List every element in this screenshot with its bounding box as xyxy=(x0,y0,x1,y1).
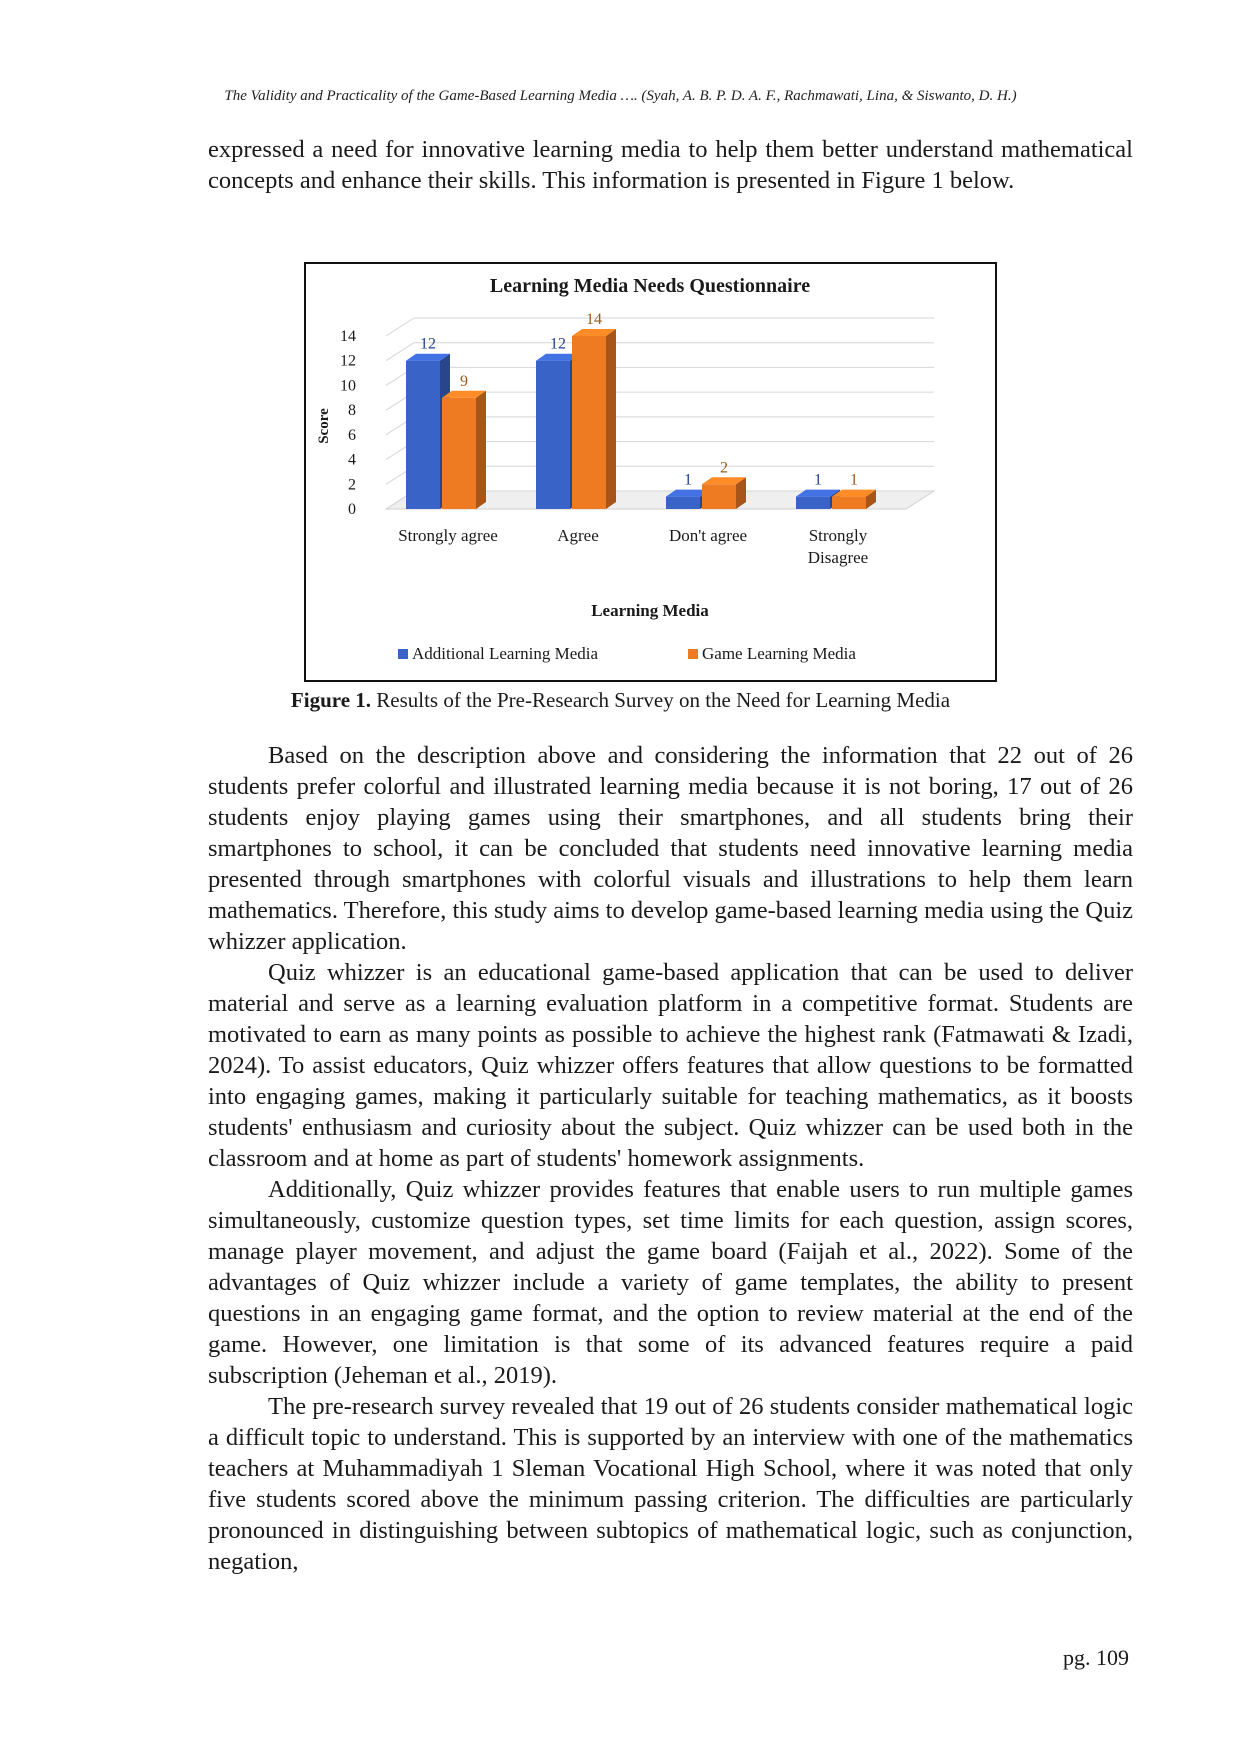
x-tick-label: Strongly agree xyxy=(398,526,498,545)
bar xyxy=(406,361,440,509)
data-label: 2 xyxy=(720,459,728,477)
y-tick-label: 8 xyxy=(348,402,356,420)
y-tick-label: 6 xyxy=(348,426,356,444)
x-tick-label: Agree xyxy=(557,526,599,545)
x-tick-label: Strongly xyxy=(808,526,868,545)
intro-section xyxy=(208,134,1133,196)
legend-label: Game Learning Media xyxy=(702,644,856,663)
figure-caption-text: Results of the Pre-Research Survey on the Need for Learning Media xyxy=(371,688,951,712)
y-tick-label: 0 xyxy=(348,501,356,518)
paragraph-3: Additionally, Quiz whizzer provides features that enable users to run multiple games simultaneously, customize question types, set time limits for each question, assign scores, manage player movement, and adjust the game board (Faijah et al., 2022). Some of the advantages of Quiz whizzer include a variety of game templates, the ability to present questions in an engaging game format, and the option to review material at the end of the game. However, one limitation is that some of its advanced features require a paid subscription (Jeheman et al., 2019). xyxy=(208,1176,1133,1389)
figure-caption-label: Figure 1. xyxy=(290,688,372,712)
bar xyxy=(572,336,606,509)
gridline-depth xyxy=(386,318,414,336)
paragraph-2: Quiz whizzer is an educational game-based application that can be used to deliver material and serve as a learning evaluation platform in a competitive format. Students are motivated to earn as many points as possible to achieve the highest rank (Fatmawati & Izadi, 2024). To assist educators, Quiz whizzer offers features that allow questions to be formatted into engaging games, making it particularly suitable for teaching mathematics, as it boosts students' enthusiasm and curiosity about the subject. Quiz whizzer can be used both in the classroom and at home as part of students' homework assignments. xyxy=(208,959,1133,1172)
figure-1-chart xyxy=(304,262,997,682)
bar-side xyxy=(476,391,486,509)
bar xyxy=(536,361,570,509)
y-tick-label: 12 xyxy=(340,352,356,370)
legend-swatch xyxy=(688,649,698,659)
bar xyxy=(442,398,476,509)
paragraph-intro: expressed a need for innovative learning media to help them better understand mathematical concepts and enhance their skills. This information is presented in Figure 1 below. xyxy=(208,136,1133,194)
bar xyxy=(832,497,866,509)
y-tick-label: 14 xyxy=(340,328,356,345)
x-axis-label: Learning Media xyxy=(591,601,709,620)
y-tick-label: 2 xyxy=(348,476,356,494)
page-number: pg. 109 xyxy=(1063,1645,1129,1670)
figure-caption xyxy=(0,688,1241,713)
data-label: 1 xyxy=(850,471,858,489)
bar xyxy=(666,497,700,509)
data-label: 1 xyxy=(684,471,692,489)
body-section xyxy=(208,740,1133,1577)
data-label: 1 xyxy=(814,471,822,489)
bar xyxy=(702,484,736,509)
data-label: 12 xyxy=(420,335,436,353)
data-label: 9 xyxy=(460,372,468,390)
chart-title: Learning Media Needs Questionnaire xyxy=(489,275,811,297)
x-tick-label: Don't agree xyxy=(668,526,748,545)
bar-chart xyxy=(306,264,995,680)
x-tick-label: Disagree xyxy=(807,548,869,567)
data-label: 12 xyxy=(550,335,566,353)
legend-swatch xyxy=(398,649,408,659)
y-tick-label: 10 xyxy=(340,377,356,395)
data-label: 14 xyxy=(586,311,602,328)
bar xyxy=(796,497,830,509)
paragraph-1: Based on the description above and considering the information that 22 out of 26 students prefer colorful and illustrated learning media because it is not boring, 17 out of 26 students enjoy playing games using their smartphones, and all students bring their smartphones to school, it can be concluded that students need innovative learning media presented through smartphones with colorful visuals and illustrations to help them learn mathematics. Therefore, this study aims to develop game-based learning media using the Quiz whizzer application. xyxy=(208,742,1133,955)
running-header: The Validity and Practicality of the Game-Based Learning Media …. (Syah, A. B. P. D. A. F., Rachmawati, Lina, & Siswanto, D. H.) xyxy=(224,88,1017,104)
gridline-depth xyxy=(386,343,414,361)
bar-side xyxy=(606,329,616,509)
legend-label: Additional Learning Media xyxy=(412,644,599,663)
paragraph-4: The pre-research survey revealed that 19 out of 26 students consider mathematical logic a difficult topic to understand. This is supported by an interview with one of the mathematics teachers at Muhammadiyah 1 Sleman Vocational High School, where it was noted that only five students scored above the minimum passing criterion. The difficulties are particularly pronounced in distinguishing between subtopics of mathematical logic, such as conjunction, negation, xyxy=(208,1393,1133,1575)
y-axis-label: Score xyxy=(316,408,332,444)
y-tick-label: 4 xyxy=(348,451,356,469)
